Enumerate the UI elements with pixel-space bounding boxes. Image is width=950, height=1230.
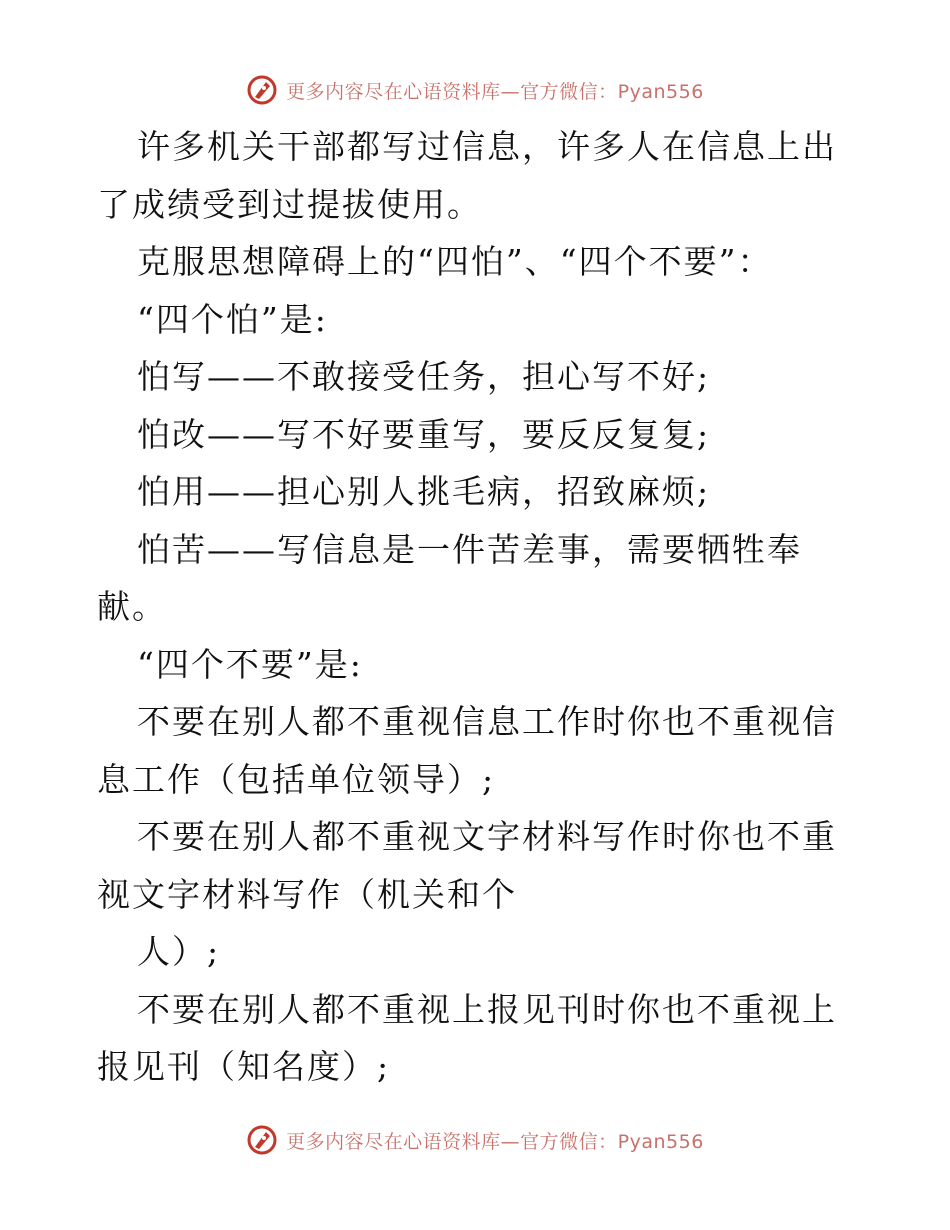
paragraph: 不要在别人都不重视信息工作时你也不重视信息工作（包括单位领导）; bbox=[97, 702, 837, 799]
paragraph: 克服思想障碍上的“四怕”、“四个不要”： bbox=[137, 242, 773, 281]
paragraph: 许多机关干部都写过信息，许多人在信息上出了成绩受到过提拔使用。 bbox=[97, 127, 837, 224]
document-body bbox=[97, 118, 853, 1096]
paragraph: 不要在别人都不重视文字材料写作时你也不重视文字材料写作（机关和个 bbox=[97, 817, 837, 914]
paragraph: 怕改——写不好要重写，要反反复复; bbox=[137, 414, 711, 454]
banner-text: 更多内容尽在心语资料库—官方微信：Pyan556 bbox=[286, 80, 704, 103]
pen-nib-logo-icon bbox=[246, 1124, 278, 1156]
pen-nib-logo-icon bbox=[246, 74, 278, 106]
footer-banner bbox=[0, 1120, 950, 1160]
paragraph: 怕写——不敢接受任务，担心写不好; bbox=[137, 357, 711, 396]
paragraph: 怕苦——写信息是一件苦差事，需要牺牲奉献。 bbox=[97, 529, 802, 626]
paragraph: “四个不要”是: bbox=[137, 644, 363, 684]
paragraph: 怕用——担心别人挑毛病，招致麻烦; bbox=[137, 472, 711, 511]
paragraph: 不要在别人都不重视上报见刊时你也不重视上报见刊（知名度）; bbox=[97, 989, 837, 1086]
paragraph: 人）; bbox=[137, 932, 221, 971]
header-banner bbox=[0, 70, 950, 110]
paragraph: “四个怕”是: bbox=[137, 299, 328, 339]
banner-text: 更多内容尽在心语资料库—官方微信：Pyan556 bbox=[286, 1130, 704, 1153]
